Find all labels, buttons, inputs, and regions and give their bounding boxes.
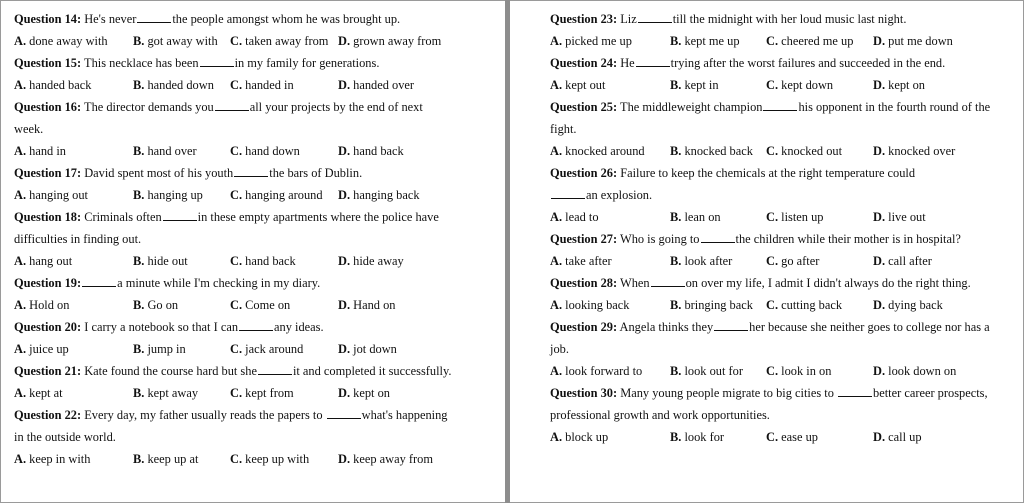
answer-options	[550, 426, 1015, 448]
question-label: Question 24:	[550, 56, 618, 70]
option-a: A. picked me up	[550, 34, 632, 48]
question-stem	[14, 162, 494, 184]
option-d: D. hanging back	[338, 188, 420, 202]
right-column	[550, 8, 1015, 503]
option-c: C. keep up with	[230, 452, 310, 466]
option-a: A. hang out	[14, 254, 73, 268]
answer-blank	[838, 386, 872, 397]
stem-before: He	[617, 56, 635, 70]
question-block	[550, 8, 1015, 52]
answer-blank	[651, 276, 685, 287]
answer-options	[550, 206, 1015, 228]
option-a: A. look forward to	[550, 364, 643, 378]
answer-blank	[701, 232, 735, 243]
option-d: D. kept on	[873, 78, 925, 92]
option-c: C. cheered me up	[766, 34, 854, 48]
question-label: Question 17:	[14, 166, 82, 180]
question-stem	[550, 316, 1005, 360]
question-stem	[550, 8, 1015, 30]
stem-after: what's happening in the outside world.	[14, 408, 448, 444]
answer-blank	[763, 100, 797, 111]
answer-options	[14, 250, 494, 272]
option-a: A. juice up	[14, 342, 69, 356]
stem-before: Who is going to	[617, 232, 700, 246]
answer-options	[550, 30, 1015, 52]
stem-after: trying after the worst failures and succeeded in the end.	[670, 56, 946, 70]
stem-before: Criminals often	[81, 210, 162, 224]
left-column	[14, 8, 494, 503]
stem-after: her because she neither goes to college nor has a job.	[550, 320, 990, 356]
question-block	[14, 316, 494, 360]
option-d: D. call after	[873, 254, 932, 268]
stem-before: This necklace has been	[81, 56, 199, 70]
column-divider	[505, 0, 510, 503]
question-label: Question 18:	[14, 210, 82, 224]
answer-blank	[163, 210, 197, 221]
option-a: A. hanging out	[14, 188, 88, 202]
answer-blank	[234, 166, 268, 177]
question-block	[550, 316, 1015, 382]
option-d: D. kept on	[338, 386, 390, 400]
option-b: B. hanging up	[133, 188, 203, 202]
option-b: B. knocked back	[670, 144, 753, 158]
stem-before: He's never	[81, 12, 137, 26]
answer-options	[14, 294, 494, 316]
stem-after: all your projects by the end of next week.	[14, 100, 423, 136]
option-d: D. call up	[873, 430, 922, 444]
answer-options	[550, 360, 1015, 382]
option-d: D. handed over	[338, 78, 415, 92]
option-d: D. keep away from	[338, 452, 433, 466]
option-a: A. kept out	[550, 78, 606, 92]
question-block	[550, 382, 1015, 448]
question-label: Question 28:	[550, 276, 618, 290]
option-b: B. hide out	[133, 254, 188, 268]
question-label: Question 27:	[550, 232, 618, 246]
answer-blank	[551, 188, 585, 199]
option-b: B. kept away	[133, 386, 199, 400]
option-a: A. lead to	[550, 210, 599, 224]
answer-blank	[200, 56, 234, 67]
stem-before: Failure to keep the chemicals at the right temperature could	[617, 166, 916, 180]
stem-before: David spent most of his youth	[81, 166, 234, 180]
option-a: A. handed back	[14, 78, 92, 92]
question-label: Question 15:	[14, 56, 82, 70]
answer-options	[550, 140, 1015, 162]
stem-before: I carry a notebook so that I can	[81, 320, 239, 334]
question-block	[14, 206, 494, 272]
stem-before: Angela thinks they	[617, 320, 714, 334]
question-label: Question 22:	[14, 408, 82, 422]
option-b: B. bringing back	[670, 298, 753, 312]
question-label: Question 29:	[550, 320, 618, 334]
option-b: B. got away with	[133, 34, 218, 48]
option-d: D. live out	[873, 210, 926, 224]
option-c: C. ease up	[766, 430, 818, 444]
answer-options	[14, 382, 494, 404]
option-b: B. keep up at	[133, 452, 199, 466]
question-label: Question 30:	[550, 386, 618, 400]
option-b: B. look after	[670, 254, 733, 268]
option-c: C. look in on	[766, 364, 832, 378]
option-c: C. hand down	[230, 144, 300, 158]
stem-after: the people amongst whom he was brought up.	[172, 12, 401, 26]
answer-blank	[215, 100, 249, 111]
stem-after: any ideas.	[274, 320, 324, 334]
question-block	[550, 272, 1015, 316]
question-block	[550, 96, 1015, 162]
question-stem	[14, 8, 494, 30]
option-c: C. hand back	[230, 254, 296, 268]
question-stem	[14, 272, 494, 294]
stem-before: When	[617, 276, 650, 290]
stem-after: till the midnight with her loud music last night.	[672, 12, 907, 26]
option-a: A. block up	[550, 430, 609, 444]
option-b: B. kept me up	[670, 34, 740, 48]
stem-after: in my family for generations.	[234, 56, 380, 70]
option-d: D. knocked over	[873, 144, 956, 158]
option-b: B. hand over	[133, 144, 197, 158]
answer-options	[550, 74, 1015, 96]
question-stem	[550, 52, 1015, 74]
option-c: C. listen up	[766, 210, 824, 224]
stem-before: Every day, my father usually reads the papers to	[81, 408, 326, 422]
question-block	[14, 272, 494, 316]
answer-options	[14, 140, 494, 162]
option-c: C. go after	[766, 254, 820, 268]
option-b: B. look out for	[670, 364, 743, 378]
answer-blank	[82, 276, 116, 287]
stem-after: it and completed it successfully.	[292, 364, 452, 378]
option-a: A. Hold on	[14, 298, 70, 312]
question-label: Question 19:	[14, 276, 82, 290]
stem-before: The middleweight champion	[617, 100, 763, 114]
option-c: C. jack around	[230, 342, 304, 356]
question-stem	[550, 382, 990, 426]
question-block	[14, 404, 494, 470]
question-label: Question 25:	[550, 100, 618, 114]
question-block	[550, 228, 1015, 272]
question-label: Question 14:	[14, 12, 82, 26]
question-block	[14, 162, 494, 206]
option-a: A. take after	[550, 254, 612, 268]
option-d: D. look down on	[873, 364, 957, 378]
question-block	[14, 96, 494, 162]
option-b: B. lean on	[670, 210, 721, 224]
option-d: D. hide away	[338, 254, 404, 268]
stem-before: Kate found the course hard but she	[81, 364, 257, 378]
option-d: D. jot down	[338, 342, 397, 356]
stem-after: better career prospects, professional growth and work opportunities.	[550, 386, 988, 422]
option-c: C. knocked out	[766, 144, 843, 158]
stem-after: an explosion.	[586, 188, 653, 202]
question-stem	[14, 360, 454, 382]
answer-options	[14, 448, 494, 470]
answer-options	[14, 30, 494, 52]
question-stem	[550, 96, 1012, 140]
option-c: C. handed in	[230, 78, 294, 92]
answer-blank	[239, 320, 273, 331]
answer-blank	[638, 12, 672, 23]
option-a: A. hand in	[14, 144, 66, 158]
answer-options	[550, 250, 1015, 272]
option-d: D. Hand on	[338, 298, 396, 312]
option-d: D. put me down	[873, 34, 953, 48]
stem-after: on over my life, I admit I didn't always do the right thing.	[685, 276, 971, 290]
stem-after: in these empty apartments where the police have difficulties in finding out.	[14, 210, 439, 246]
option-c: C. cutting back	[766, 298, 843, 312]
option-d: D. dying back	[873, 298, 943, 312]
option-a: A. keep in with	[14, 452, 91, 466]
question-stem	[14, 206, 469, 250]
stem-after: the bars of Dublin.	[269, 166, 363, 180]
option-a: A. looking back	[550, 298, 630, 312]
option-c: C. hanging around	[230, 188, 323, 202]
stem-before: The director demands you	[81, 100, 214, 114]
option-c: C. Come on	[230, 298, 291, 312]
question-stem	[14, 96, 454, 140]
question-stem	[550, 162, 942, 206]
option-c: C. kept from	[230, 386, 294, 400]
stem-before: Liz	[617, 12, 637, 26]
option-a: A. done away with	[14, 34, 108, 48]
question-stem	[14, 404, 454, 448]
answer-options	[14, 74, 494, 96]
question-stem	[550, 272, 995, 294]
answer-blank	[137, 12, 171, 23]
option-a: A. knocked around	[550, 144, 645, 158]
question-block	[14, 360, 494, 404]
option-b: B. Go on	[133, 298, 179, 312]
question-label: Question 26:	[550, 166, 618, 180]
question-block	[14, 52, 494, 96]
option-d: D. grown away from	[338, 34, 442, 48]
answer-blank	[327, 408, 361, 419]
question-block	[550, 52, 1015, 96]
stem-after: his opponent in the fourth round of the fight.	[550, 100, 991, 136]
option-d: D. hand back	[338, 144, 404, 158]
answer-options	[550, 294, 1015, 316]
question-label: Question 23:	[550, 12, 618, 26]
answer-blank	[636, 56, 670, 67]
stem-before: Many young people migrate to big cities to	[617, 386, 838, 400]
option-c: C. kept down	[766, 78, 834, 92]
question-stem	[14, 52, 494, 74]
option-b: B. jump in	[133, 342, 186, 356]
question-stem	[550, 228, 970, 250]
option-c: C. taken away from	[230, 34, 329, 48]
question-stem	[14, 316, 494, 338]
answer-options	[14, 338, 494, 360]
question-label: Question 16:	[14, 100, 82, 114]
answer-blank	[258, 364, 292, 375]
stem-after: a minute while I'm checking in my diary.	[117, 276, 321, 290]
question-label: Question 21:	[14, 364, 82, 378]
answer-options	[14, 184, 494, 206]
option-a: A. kept at	[14, 386, 63, 400]
question-label: Question 20:	[14, 320, 82, 334]
option-b: B. handed down	[133, 78, 214, 92]
stem-after: the children while their mother is in hospital?	[735, 232, 961, 246]
answer-blank	[714, 320, 748, 331]
question-block	[550, 162, 1015, 228]
question-block	[14, 8, 494, 52]
option-b: B. kept in	[670, 78, 719, 92]
option-b: B. look for	[670, 430, 725, 444]
